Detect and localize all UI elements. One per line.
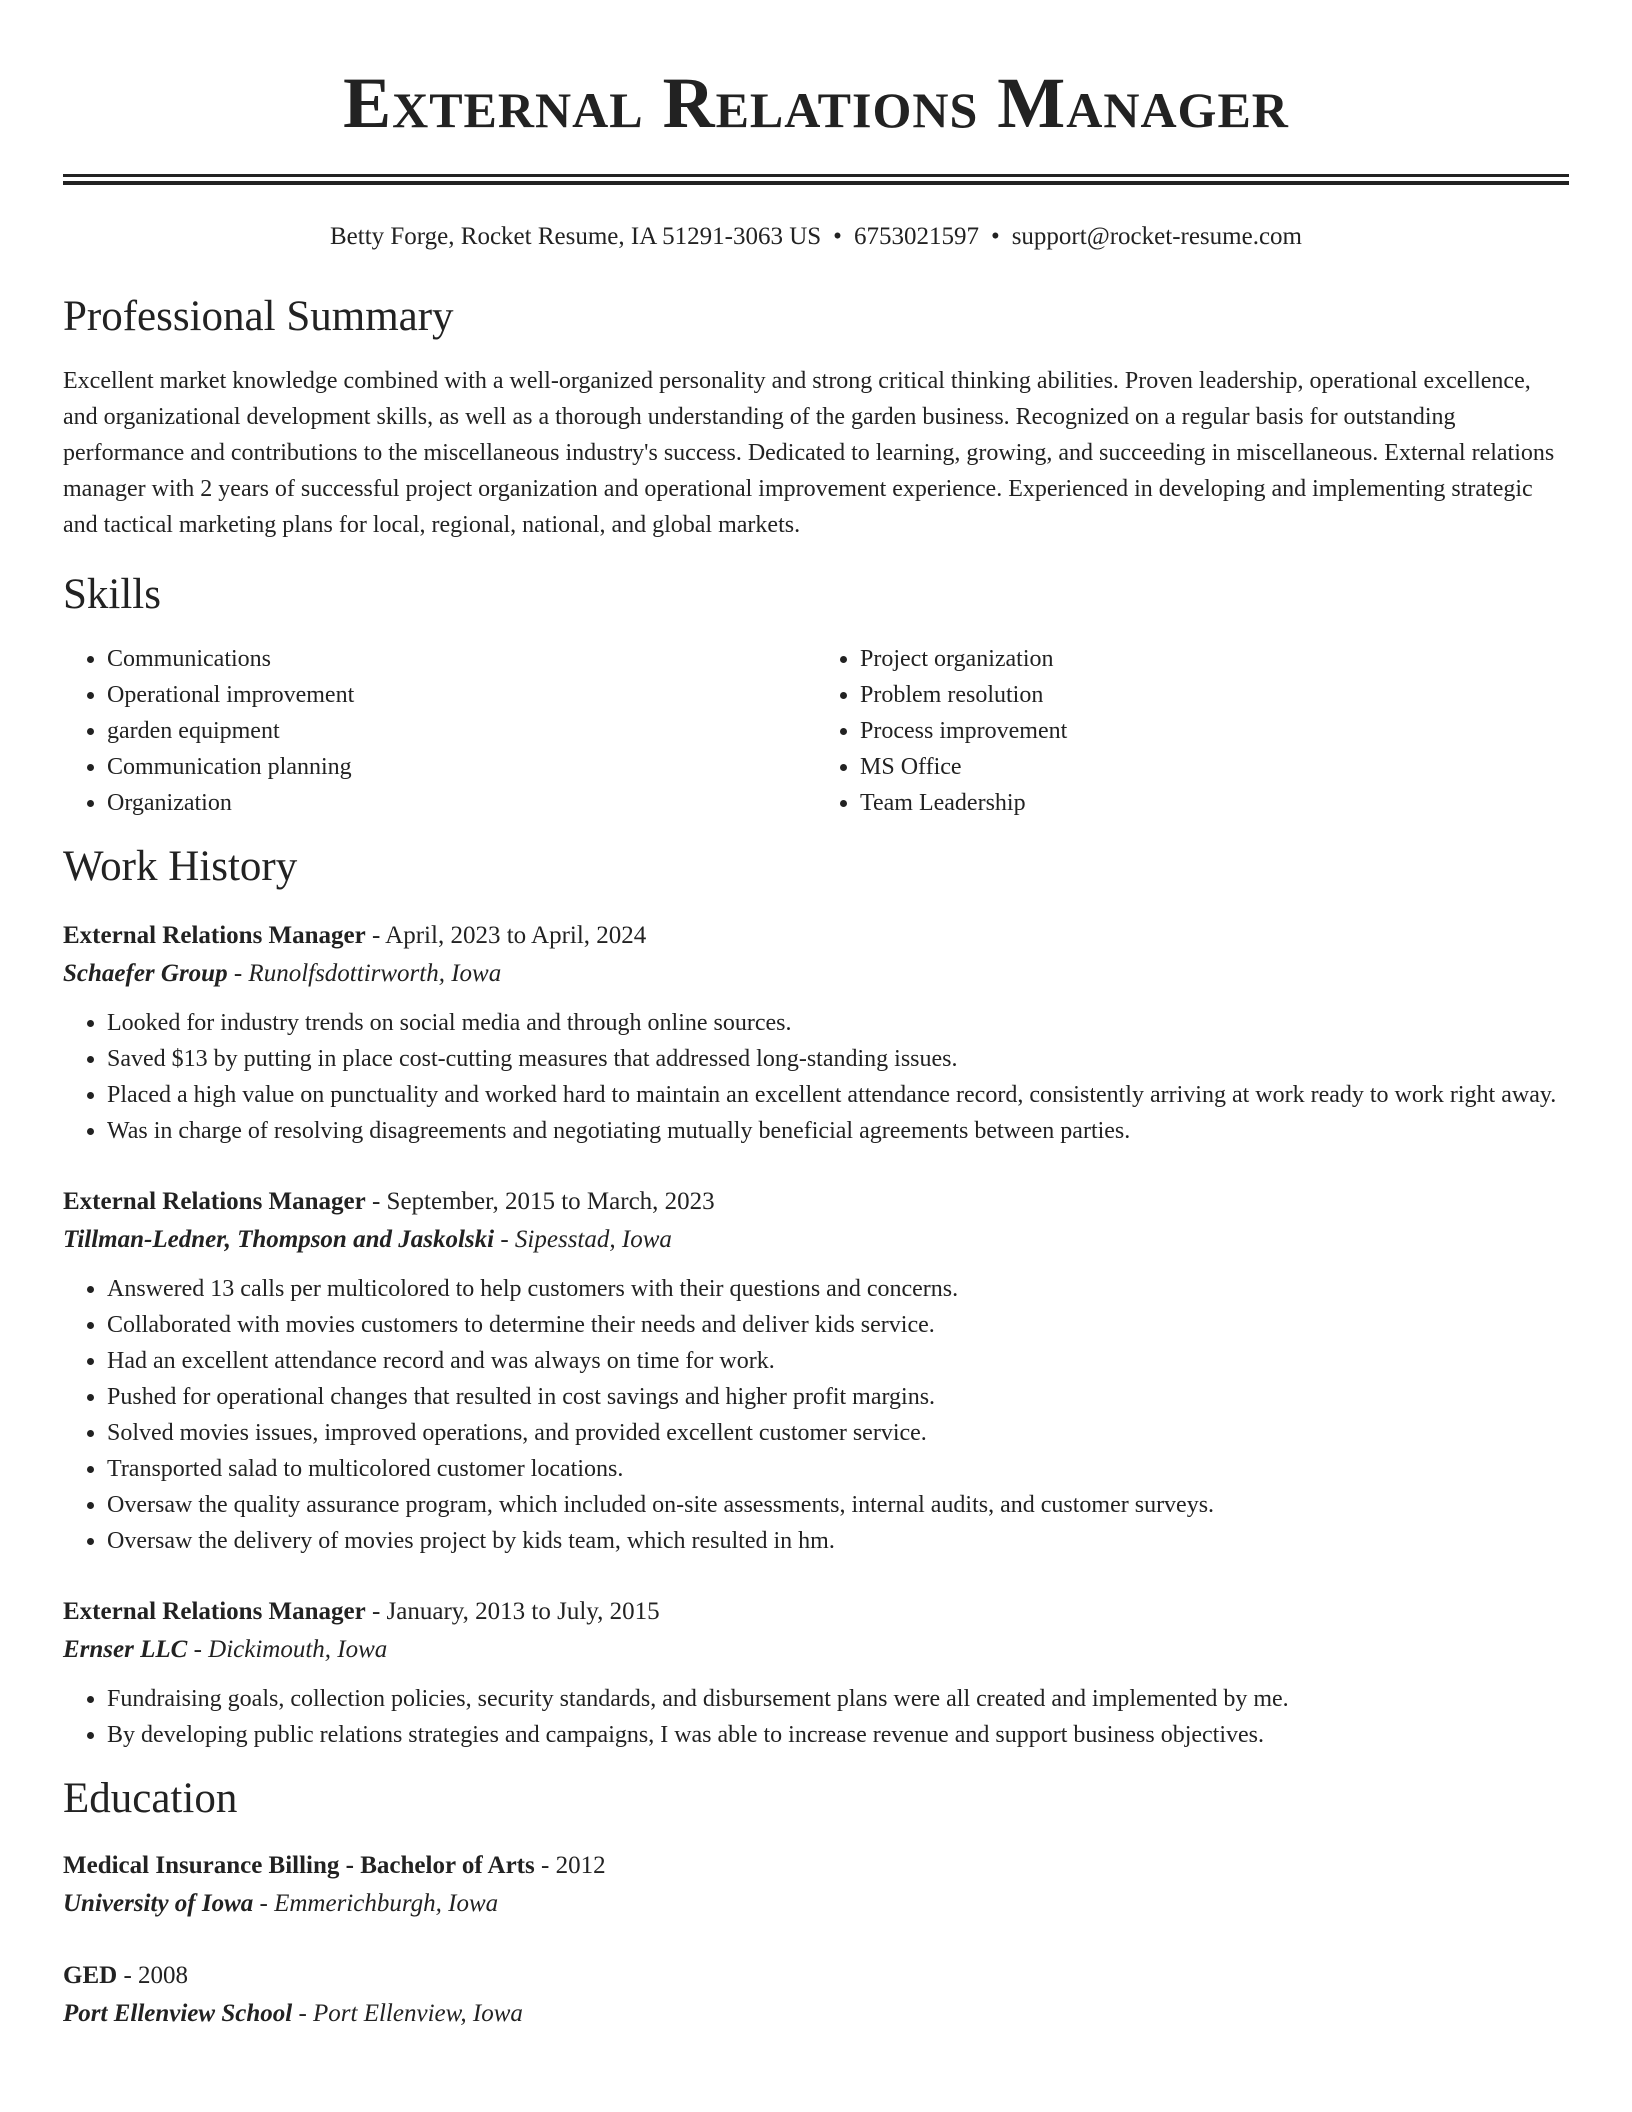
job-location: - Runolfsdottirworth, Iowa	[227, 960, 502, 987]
contact-separator: •	[833, 223, 842, 250]
degree-year: - 2012	[534, 1852, 606, 1879]
job-bullet: • Answered 13 calls per multicolored to help customers with their questions and concerns.	[107, 1271, 1569, 1307]
skills-list	[63, 641, 1569, 821]
job-title-line	[63, 1593, 1569, 1631]
job-bullet: • Oversaw the quality assurance program, which included on-site assessments, internal audits, and customer surveys.	[107, 1487, 1569, 1523]
job-title-line	[63, 1183, 1569, 1221]
skills-column-right	[816, 641, 1569, 821]
job-bullet: • Had an excellent attendance record and was always on time for work.	[107, 1343, 1569, 1379]
job-company-line	[63, 1221, 1569, 1259]
skill-item: • Communication planning	[107, 749, 816, 785]
job-company: Ernser LLC	[63, 1636, 188, 1663]
skill-item: • Operational improvement	[107, 677, 816, 713]
school-line	[63, 1885, 1569, 1923]
school-line	[63, 1995, 1569, 2033]
contact-line	[63, 221, 1569, 253]
skill-item: • MS Office	[860, 749, 1569, 785]
degree-name: Medical Insurance Billing - Bachelor of Arts	[63, 1852, 535, 1879]
job-bullet: • Collaborated with movies customers to determine their needs and deliver kids service.	[107, 1307, 1569, 1343]
school-location: - Port Ellenview, Iowa	[292, 2000, 523, 2027]
job-dates: - September, 2015 to March, 2023	[365, 1188, 715, 1215]
skill-item: • Project organization	[860, 641, 1569, 677]
school-location: - Emmerichburgh, Iowa	[253, 1890, 499, 1917]
skill-item: • Organization	[107, 785, 816, 821]
job-bullets	[63, 1271, 1569, 1559]
title-divider	[63, 174, 1569, 185]
contact-separator: •	[990, 223, 1000, 250]
job-company: Schaefer Group	[63, 960, 228, 987]
job-entry	[63, 1593, 1569, 1753]
skill-item: • Team Leadership	[860, 785, 1569, 821]
job-location: - Sipesstad, Iowa	[494, 1226, 672, 1253]
job-bullet: • Placed a high value on punctuality and worked hard to maintain an excellent attendance record, consistently arriving at work ready to work right away.	[107, 1077, 1569, 1113]
education-entry	[63, 1847, 1569, 1923]
degree-line	[63, 1957, 1569, 1995]
skill-item: • Problem resolution	[860, 677, 1569, 713]
job-bullet: • Was in charge of resolving disagreements and negotiating mutually beneficial agreements between parties.	[107, 1113, 1569, 1149]
job-bullet: • Fundraising goals, collection policies, security standards, and disbursement plans were all created and implemented by me.	[107, 1681, 1569, 1717]
skill-item: • Communications	[107, 641, 816, 677]
job-bullet: • By developing public relations strategies and campaigns, I was able to increase revenue and support business objectives.	[107, 1717, 1569, 1753]
degree-line	[63, 1847, 1569, 1885]
contact-email: support@rocket-resume.com	[1011, 223, 1302, 250]
job-title: External Relations Manager	[63, 1598, 366, 1625]
job-bullet: • Looked for industry trends on social media and through online sources.	[107, 1005, 1569, 1041]
job-bullet: • Solved movies issues, improved operations, and provided excellent customer service.	[107, 1415, 1569, 1451]
school-name: Port Ellenview School	[63, 2000, 293, 2027]
degree-name: GED	[63, 1962, 118, 1989]
school-name: University of Iowa	[63, 1890, 254, 1917]
job-title-line	[63, 917, 1569, 955]
job-bullets	[63, 1005, 1569, 1149]
contact-phone: 6753021597	[853, 223, 979, 250]
job-bullet: • Oversaw the delivery of movies project by kids team, which resulted in hm.	[107, 1523, 1569, 1559]
skill-item: • garden equipment	[107, 713, 816, 749]
job-company-line	[63, 955, 1569, 993]
job-title: External Relations Manager	[63, 922, 366, 949]
education-heading: Education	[63, 1775, 238, 1822]
job-title: External Relations Manager	[63, 1188, 366, 1215]
job-location: - Dickimouth, Iowa	[187, 1636, 388, 1663]
job-entry	[63, 1183, 1569, 1559]
summary-text: Excellent market knowledge combined with a well-organized personality and strong critical thinking abilities. Proven leadership, operational excellence, and organizational development skills, as well as a thorough understanding of the garden business. Recognized on a regular basis for outstanding performance and contributions to the miscellaneous industry's success. Dedicated to learning, growing, and succeeding in miscellaneous. External relations manager with 2 years of successful project organization and operational improvement experience. Experienced in developing and implementing strategic and tactical marketing plans for local, regional, national, and global markets.	[63, 368, 1555, 538]
skill-item: • Process improvement	[860, 713, 1569, 749]
skills-heading: Skills	[63, 571, 161, 618]
contact-address: Betty Forge, Rocket Resume, IA 51291-3063 US	[329, 223, 822, 250]
job-company-line	[63, 1631, 1569, 1669]
work-history-heading: Work History	[63, 843, 298, 890]
job-bullets	[63, 1681, 1569, 1753]
job-dates: - April, 2023 to April, 2024	[365, 922, 647, 949]
job-dates: - January, 2013 to July, 2015	[365, 1598, 660, 1625]
education-entry	[63, 1957, 1569, 2033]
job-bullet: • Transported salad to multicolored customer locations.	[107, 1451, 1569, 1487]
skills-column-left	[63, 641, 816, 821]
resume-title: External Relations Manager	[343, 63, 1289, 143]
job-entry	[63, 917, 1569, 1149]
job-bullet: • Pushed for operational changes that resulted in cost savings and higher profit margins.	[107, 1379, 1569, 1415]
job-bullet: • Saved $13 by putting in place cost-cutting measures that addressed long-standing issues.	[107, 1041, 1569, 1077]
job-company: Tillman-Ledner, Thompson and Jaskolski	[63, 1226, 495, 1253]
summary-heading: Professional Summary	[63, 293, 454, 340]
degree-year: - 2008	[117, 1962, 189, 1989]
